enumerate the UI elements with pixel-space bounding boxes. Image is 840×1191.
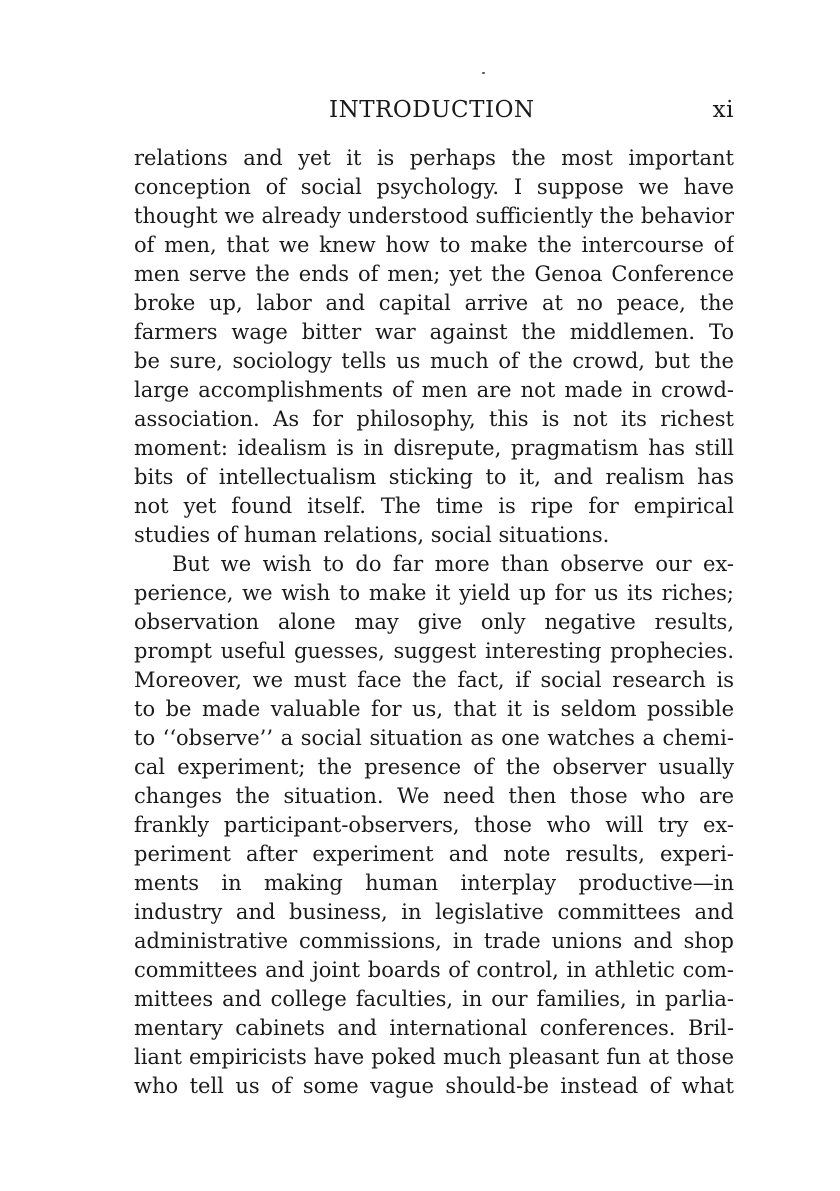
text-line: be sure, sociology tells us much of the crowd, but the (134, 349, 734, 373)
print-speck (482, 72, 485, 74)
text-line: men serve the ends of men; yet the Genoa Conference (134, 262, 734, 286)
text-line: changes the situation. We need then those who are (134, 784, 734, 808)
text-line: administrative commissions, in trade unions and shop (134, 929, 734, 953)
text-line: to be made valuable for us, that it is seldom possible (134, 697, 734, 721)
paragraph-2 (134, 550, 734, 1101)
text-line: committees and joint boards of control, in athletic com- (134, 958, 734, 982)
text-line: mentary cabinets and international conferences. Bril- (134, 1016, 734, 1040)
text-line: periment after experiment and note results, experi- (134, 842, 734, 866)
text-line: conception of social psychology. I suppose we have (134, 175, 734, 199)
text-line: cal experiment; the presence of the observer usually (134, 755, 734, 779)
text-line: relations and yet it is perhaps the most important (134, 146, 734, 170)
body-text (134, 144, 734, 1101)
text-line: perience, we wish to make it yield up for us its riches; (134, 581, 734, 605)
paragraph-1 (134, 144, 734, 550)
text-line: large accomplishments of men are not made in crowd- (134, 378, 734, 402)
text-line: of men, that we knew how to make the intercourse of (134, 233, 734, 257)
page-number: xi (712, 97, 734, 123)
text-line: moment: idealism is in disrepute, pragmatism has still (134, 436, 734, 460)
text-line: Moreover, we must face the fact, if social research is (134, 668, 734, 692)
text-line: broke up, labor and capital arrive at no peace, the (134, 291, 734, 315)
text-line: to ‘‘observe’’ a social situation as one watches a chemi- (134, 726, 734, 750)
text-line: farmers wage bitter war against the middlemen. To (134, 320, 734, 344)
text-line: prompt useful guesses, suggest interesting prophecies. (134, 639, 734, 663)
text-line: observation alone may give only negative results, (134, 610, 734, 634)
text-line: bits of intellectualism sticking to it, and realism has (134, 465, 734, 489)
text-line: But we wish to do far more than observe our ex- (172, 552, 734, 576)
text-line: who tell us of some vague should-be instead of what (134, 1074, 734, 1098)
text-line: liant empiricists have poked much pleasant fun at those (134, 1045, 734, 1069)
text-line: ments in making human interplay productive—in (134, 871, 734, 895)
running-head (134, 97, 734, 131)
text-line: not yet found itself. The time is ripe for empirical (134, 494, 734, 518)
running-head-title: INTRODUCTION (329, 97, 535, 123)
text-line: thought we already understood sufficiently the behavior (134, 204, 734, 228)
text-line: association. As for philosophy, this is not its richest (134, 407, 734, 431)
text-line: frankly participant-observers, those who will try ex- (134, 813, 734, 837)
text-line: mittees and college faculties, in our families, in parlia- (134, 987, 734, 1011)
text-line: studies of human relations, social situations. (134, 523, 610, 547)
text-line: industry and business, in legislative committees and (134, 900, 734, 924)
